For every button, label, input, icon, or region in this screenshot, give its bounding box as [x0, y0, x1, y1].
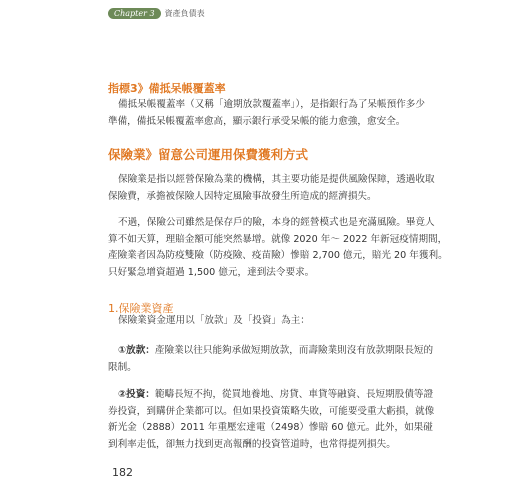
text-line: 不過，保險公司雖然是保存戶的險，本身的經營模式也是充滿風險。畢竟人: [118, 217, 435, 228]
insurance-paragraph-2: [108, 215, 448, 282]
chapter-badge: Chapter 3: [108, 8, 161, 19]
text-line: [108, 343, 434, 360]
insurance-section-heading: 保險業》留意公司運用保費獲利方式: [108, 147, 309, 162]
text-line: 算不如天算，理賠金額可能突然暴增。就像 2020 年～ 2022 年新冠疫情期間，: [108, 233, 448, 245]
indicator3-heading: 指標3》備抵呆帳覆蓋率: [108, 82, 226, 95]
chapter-header: [108, 8, 205, 19]
text-line: 新光金（2888）2011 年重壓宏達電（2498）慘賠 60 億元。此外，如果碰: [108, 422, 433, 434]
insurance-paragraph-1: [108, 172, 435, 205]
assets-intro: [108, 313, 408, 330]
text-line: 到利率走低，卻無力找到更高報酬的投資管道時，也常得提列損失。: [108, 439, 396, 451]
text-line: 保險業資金運用以「放款」及「投資」為主：: [118, 315, 310, 326]
loan-item-label: ①放款：: [118, 345, 155, 356]
text-line: 備抵呆帳覆蓋率（又稱「逾期放款覆蓋率」），是指銀行為了呆帳預作多少: [118, 99, 425, 110]
loan-item: [108, 343, 434, 376]
text-line: [108, 387, 434, 404]
assets-subheading: 1.保險業資產: [108, 302, 174, 315]
text-line: 券投資，到購併企業都可以。但如果投資策略失敗，可能要受重大虧損，就像: [108, 405, 435, 417]
text-line: 保險費，承擔被保險人因特定風險事故發生所造成的經濟損失。: [108, 190, 377, 202]
page-number: 182: [112, 466, 133, 479]
text-line: 限制。: [108, 361, 137, 373]
loan-item-text: 產險業以往只能夠承做短期放款，而壽險業則沒有放款期限長短的: [154, 345, 434, 356]
indicator3-paragraph: [108, 97, 425, 130]
investment-item-label: ②投資：: [118, 389, 155, 400]
text-line: 產險業者因為防疫雙險（防疫險、疫苗險）慘賠 2,700 億元，賠光 20 年獲利。: [108, 250, 448, 262]
chapter-title: 資產負債表: [164, 9, 205, 18]
investment-item: [108, 387, 435, 454]
investment-item-text: 範疇長短不拘，從買地養地、房貸、車貸等融資、長短期股債等證: [154, 389, 434, 400]
text-line: 準備，備抵呆帳覆蓋率愈高，顯示銀行承受呆帳的能力愈強，愈安全。: [108, 115, 406, 127]
text-line: 只好緊急增資超過 1,500 億元，達到法令要求。: [108, 267, 315, 279]
text-line: 保險業是指以經營保險為業的機構，其主要功能是提供風險保障，透過收取: [118, 174, 435, 185]
